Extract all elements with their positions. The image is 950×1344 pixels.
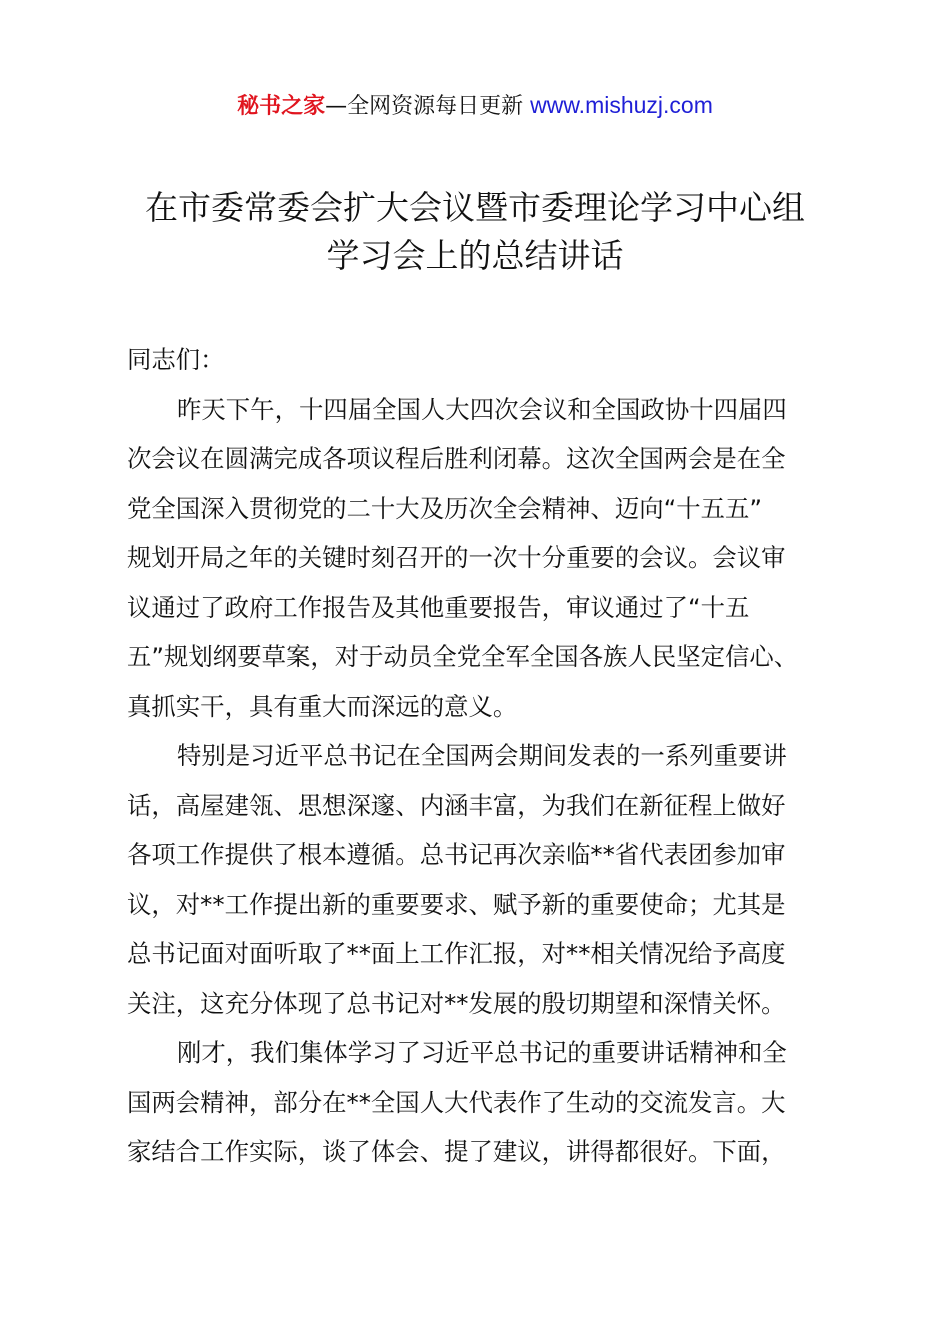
- paragraph-line: 议，对**工作提出新的重要要求、赋予新的重要使命；尤其是: [127, 889, 786, 919]
- title-line: 学习会上的总结讲话: [326, 236, 624, 275]
- paragraph-3: [127, 1028, 833, 1177]
- paragraph-line: 总书记面对面听取了**面上工作汇报，对**相关情况给予高度: [127, 939, 786, 968]
- paragraph-line: 刚才，我们集体学习了习近平总书记的重要讲话精神和全: [177, 1038, 787, 1067]
- title-line: 在市委常委会扩大会议暨市委理论学习中心组: [145, 188, 805, 227]
- paragraph-2: [127, 731, 833, 1028]
- document-title: [110, 184, 840, 280]
- paragraph-line: 话，高屋建瓴、思想深邃、内涵丰富，为我们在新征程上做好: [127, 790, 786, 820]
- brand-name: 秘书之家: [237, 94, 326, 119]
- paragraph-line: 党全国深入贯彻党的二十大及历次全会精神、迈向“十五五”: [127, 493, 763, 523]
- paragraph-line: 国两会精神，部分在**全国人大代表作了生动的交流发言。大: [127, 1087, 786, 1117]
- paragraph-line: 五”规划纲要草案，对于动员全党全军全国各族人民坚定信心、: [127, 642, 799, 671]
- paragraph-line: 真抓实干，具有重大而深远的意义。: [127, 691, 518, 721]
- site-url[interactable]: www.mishuzj.com: [530, 92, 713, 118]
- paragraph-line: 次会议在圆满完成各项议程后胜利闭幕。这次全国两会是在全: [127, 444, 786, 473]
- paragraph-line: 家结合工作实际，谈了体会、提了建议，讲得都很好。下面，: [127, 1137, 786, 1166]
- salutation: 同志们：: [127, 345, 225, 374]
- paragraph-line: 议通过了政府工作报告及其他重要报告，审议通过了“十五: [127, 592, 750, 622]
- document-body: [127, 335, 833, 1177]
- paragraph-line: 各项工作提供了根本遵循。总书记再次亲临**省代表团参加审: [127, 840, 786, 869]
- paragraph-line: 规划开局之年的关键时刻召开的一次十分重要的会议。会议审: [127, 543, 786, 572]
- header-tagline: —全网资源每日更新: [325, 94, 531, 119]
- paragraph-1: [127, 385, 833, 732]
- paragraph-line: 昨天下午，十四届全国人大四次会议和全国政协十四届四: [177, 394, 787, 424]
- paragraph-line: 特别是习近平总书记在全国两会期间发表的一系列重要讲: [177, 741, 787, 770]
- site-header: [0, 90, 950, 122]
- paragraph-line: 关注，这充分体现了总书记对**发展的殷切期望和深情关怀。: [127, 988, 786, 1018]
